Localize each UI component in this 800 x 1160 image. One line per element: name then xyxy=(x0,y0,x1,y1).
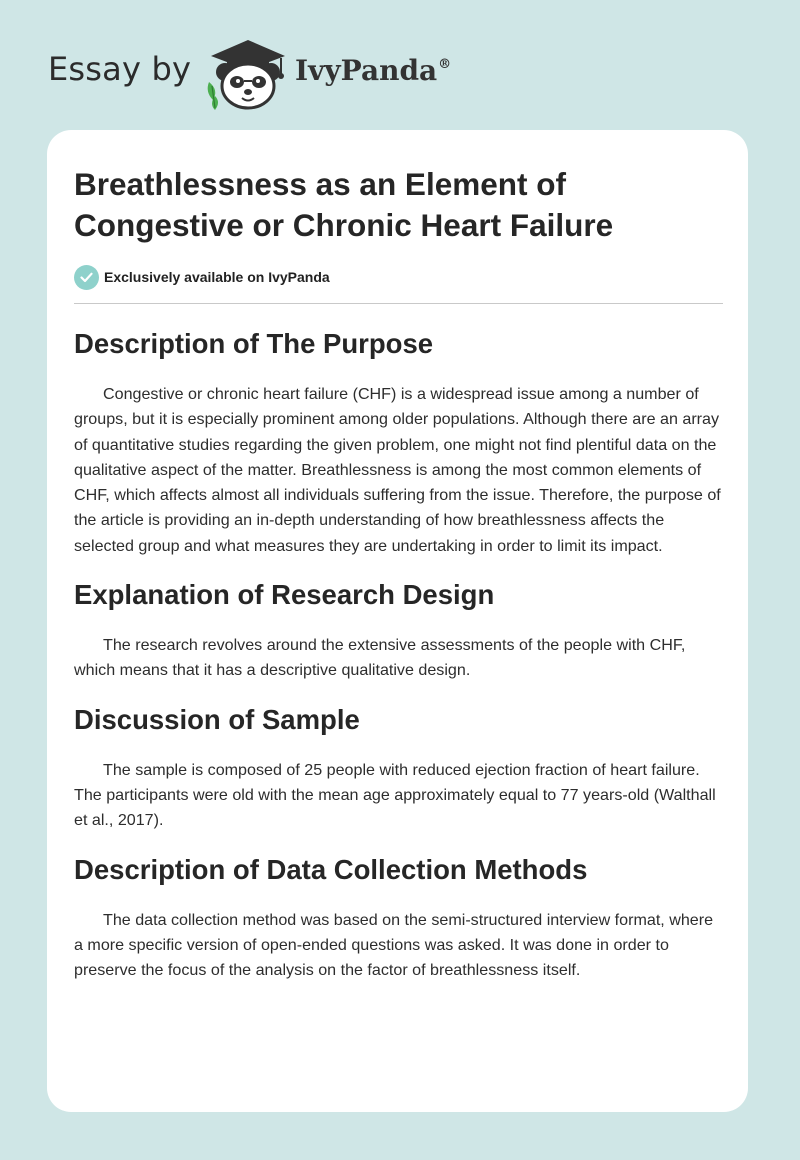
panda-logo-icon[interactable] xyxy=(203,30,293,110)
section-heading: Explanation of Research Design xyxy=(74,579,495,611)
section-data-collection xyxy=(74,848,723,984)
section-heading: Description of The Purpose xyxy=(74,328,434,359)
section-heading: Discussion of Sample xyxy=(74,703,360,735)
essay-by-label: Essay by xyxy=(48,50,192,88)
section-paragraph: Congestive or chronic heart failure (CHF) is a widespread issue among a number of groups, but it is especially prominent among older populations. Although there are an array of quantitative studies regarding the given problem, one might not find plentiful data on the qualitative aspect of the matter. Breathlessness is among the most common elements of CHF, which affects almost all individuals suffering from the issue. Therefore, the purpose of the article is providing an in-depth understanding of how breathlessness affects the selected group and what measures they are undertaking in order to limit its impact. xyxy=(74,385,721,555)
section-sample xyxy=(74,698,723,834)
section-purpose xyxy=(74,322,723,559)
checkmark-icon xyxy=(74,265,99,290)
section-paragraph: The sample is composed of 25 people with reduced ejection fraction of heart failure. The participants were old with the mean age approximately equal to 77 years-old (Walthall et al., 2017). xyxy=(74,760,716,830)
exclusive-badge-text: Exclusively available on IvyPanda xyxy=(104,269,330,285)
brand-name[interactable] xyxy=(295,54,451,87)
section-paragraph: The data collection method was based on the semi-structured interview format, where a more specific version of open-ended questions was asked. It was done in order to preserve the focus of the analysis on the factor of breathlessness itself. xyxy=(74,910,714,980)
site-header xyxy=(48,30,468,110)
registered-mark: ® xyxy=(438,56,452,72)
section-paragraph: The research revolves around the extensive assessments of the people with CHF, which means that it has a descriptive qualitative design. xyxy=(74,636,686,680)
article-card xyxy=(47,130,748,1112)
title-divider xyxy=(74,303,723,304)
article-sections xyxy=(74,322,723,997)
section-heading: Description of Data Collection Methods xyxy=(74,853,588,885)
exclusive-badge xyxy=(74,264,330,290)
section-research-design xyxy=(74,573,723,684)
brand-label: IvyPanda xyxy=(295,54,438,87)
article-title: Breathlessness as an Element of Congestive or Chronic Heart Failure xyxy=(74,166,614,243)
